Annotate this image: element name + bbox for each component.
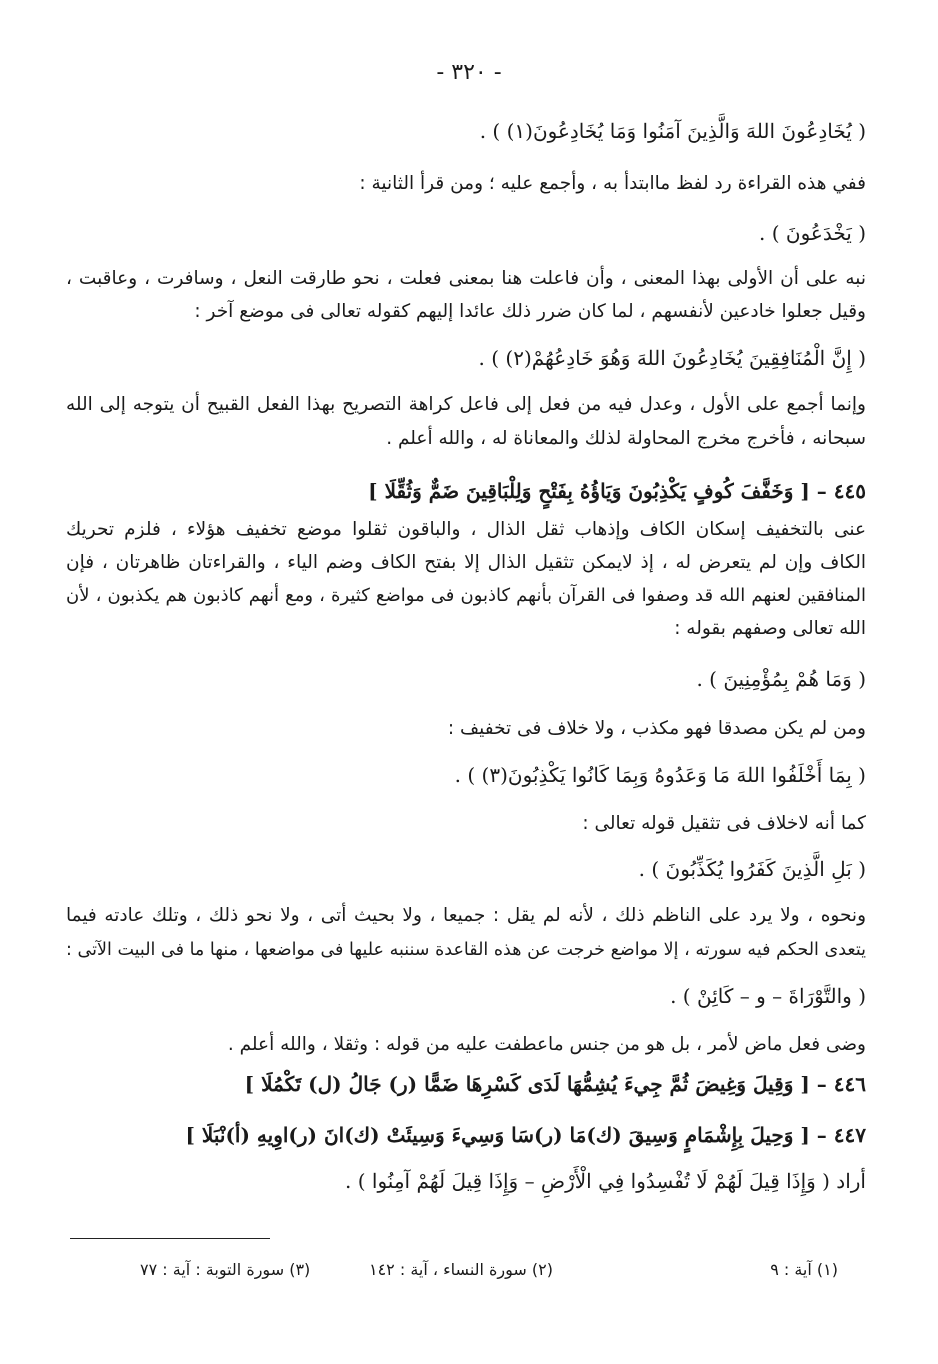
text-line: ففي هذه القراءة رد لفظ ماابتدأ به ، وأجمع عليه ؛ ومن قرأ الثانية :	[359, 173, 866, 194]
footnote-3: (٣) سورة التوبة : آية : ٧٧	[140, 1260, 311, 1279]
text-line: ونحوه ، ولا يرد على الناظم ذلك ، لأنه لم يقل : جميعا ، ولا بحيث أتى ، ولا نحو ذلك ، وتلك عادته فيما	[66, 905, 866, 926]
text-line: وإنما أجمع على الأول ، وعدل فيه من فعل إلى فاعل كراهة التصريح بهذا الفعل القبيح أن يتوجه إلى الله	[66, 394, 866, 415]
poem-verse-446: ٤٤٦ – [ وَقِيلَ وَغِيضَ ثُمَّ جِيءَ يُشِمُّهَا لَدَى كَسْرِهَا ضَمًّا (ر) جَالُ (ل) تَكْمُلَا ]	[244, 1072, 866, 1096]
page-number: - ٣٢٠ -	[436, 60, 502, 85]
text-line: عنى بالتخفيف إسكان الكاف وإذهاب ثقل الذال ، والباقون ثقلوا موضع تخفيف هؤلاء ، فلزم تحريك	[66, 519, 866, 540]
poem-verse-447: ٤٤٧ – [ وَحِيلَ بِإِشْمَامٍ وَسِيقَ (ك)مَا (ر)سَا وَسِيءَ وَسِيئَتْ (ك)انَ (ر)اوِيهِ (أ)نْبَلَا ]	[185, 1123, 866, 1147]
verse-line: ( والتَّوْرَاةَ – و – كَائِنْ ) .	[670, 984, 866, 1008]
text-line: وضى فعل ماض لأمر ، بل هو من جنس ماعطفت عليه من قوله : وثقلا ، والله أعلم .	[227, 1034, 866, 1055]
verse-line: ( بَلِ الَّذِينَ كَفَرُوا يُكَذِّبُونَ ) .	[638, 857, 866, 881]
verse-line: ( يَخْدَعُونَ ) .	[759, 221, 866, 245]
verse-line: ( وَمَا هُمْ بِمُؤْمِنِينَ ) .	[696, 667, 866, 691]
verse-line: أراد ( وَإِذَا قِيلَ لَهُمْ لَا تُفْسِدُوا فِي الْأَرْضِ – وَإِذَا قِيلَ لَهُمْ آمِنُوا ) .	[345, 1169, 866, 1193]
poem-verse-445: ٤٤٥ – [ وَخَفَّفَ كُوفٍ يَكْذِبُونَ وَيَاؤُهُ بِفَتْحٍ وَلِلْبَاقِينَ ضَمٌّ وَثُقِّلَا ]	[368, 479, 866, 503]
text-line: سبحانه ، فأخرج مخرج المحاولة لذلك والمعاناة له ، والله أعلم .	[386, 428, 866, 449]
text-line: كما أنه لاخلاف فى تثقيل قوله تعالى :	[582, 813, 866, 834]
text-line: الله تعالى وصفهم بقوله :	[674, 618, 866, 639]
text-line: يتعدى الحكم فيه سورته ، إلا مواضع خرجت عن هذه القاعدة سننبه عليها فى مواضعها ، منها ما فى البيت الآتى :	[66, 940, 866, 960]
footnote-2: (٢) سورة النساء ، آية : ١٤٢	[368, 1260, 553, 1279]
text-line: المنافقين لعنهم الله قد وصفوا فى القرآن بأنهم كاذبون فى مواضع كثيرة ، ومع أنهم كاذبون هم يكذبون ، لأن	[66, 585, 866, 606]
verse-line: ( يُخَادِعُونَ اللهَ وَالَّذِينَ آمَنُوا وَمَا يُخَادِعُونَ(١) ) .	[479, 119, 866, 143]
text-line: وقيل جعلوا خادعين لأنفسهم ، لما كان ضرر ذلك عائدا إليهم كقوله تعالى فى موضع آخر :	[194, 301, 866, 322]
verse-line: ( بِمَا أَخْلَفُوا اللهَ مَا وَعَدُوهُ وَبِمَا كَانُوا يَكْذِبُونَ(٣) ) .	[454, 763, 866, 787]
verse-line: ( إِنَّ الْمُنَافِقِينَ يُخَادِعُونَ اللهَ وَهُوَ خَادِعُهُمْ(٢) ) .	[478, 346, 866, 370]
text-line: الكاف وإن لم يتعرض له ، إذ لايمكن تثقيل الذال إلا بفتح الكاف وضم الياء ، والقراءتان ظاهرتان ، فإن	[66, 552, 866, 573]
footnote-divider	[70, 1238, 270, 1239]
footnote-1: (١) آية : ٩	[770, 1260, 838, 1279]
text-line: نبه على أن الأولى بهذا المعنى ، وأن فاعلت هنا بمعنى فعلت ، نحو طارقت النعل ، وسافرت ، وعاقبت ،	[66, 268, 866, 289]
text-line: ومن لم يكن مصدقا فهو مكذب ، ولا خلاف فى تخفيف :	[447, 718, 866, 739]
